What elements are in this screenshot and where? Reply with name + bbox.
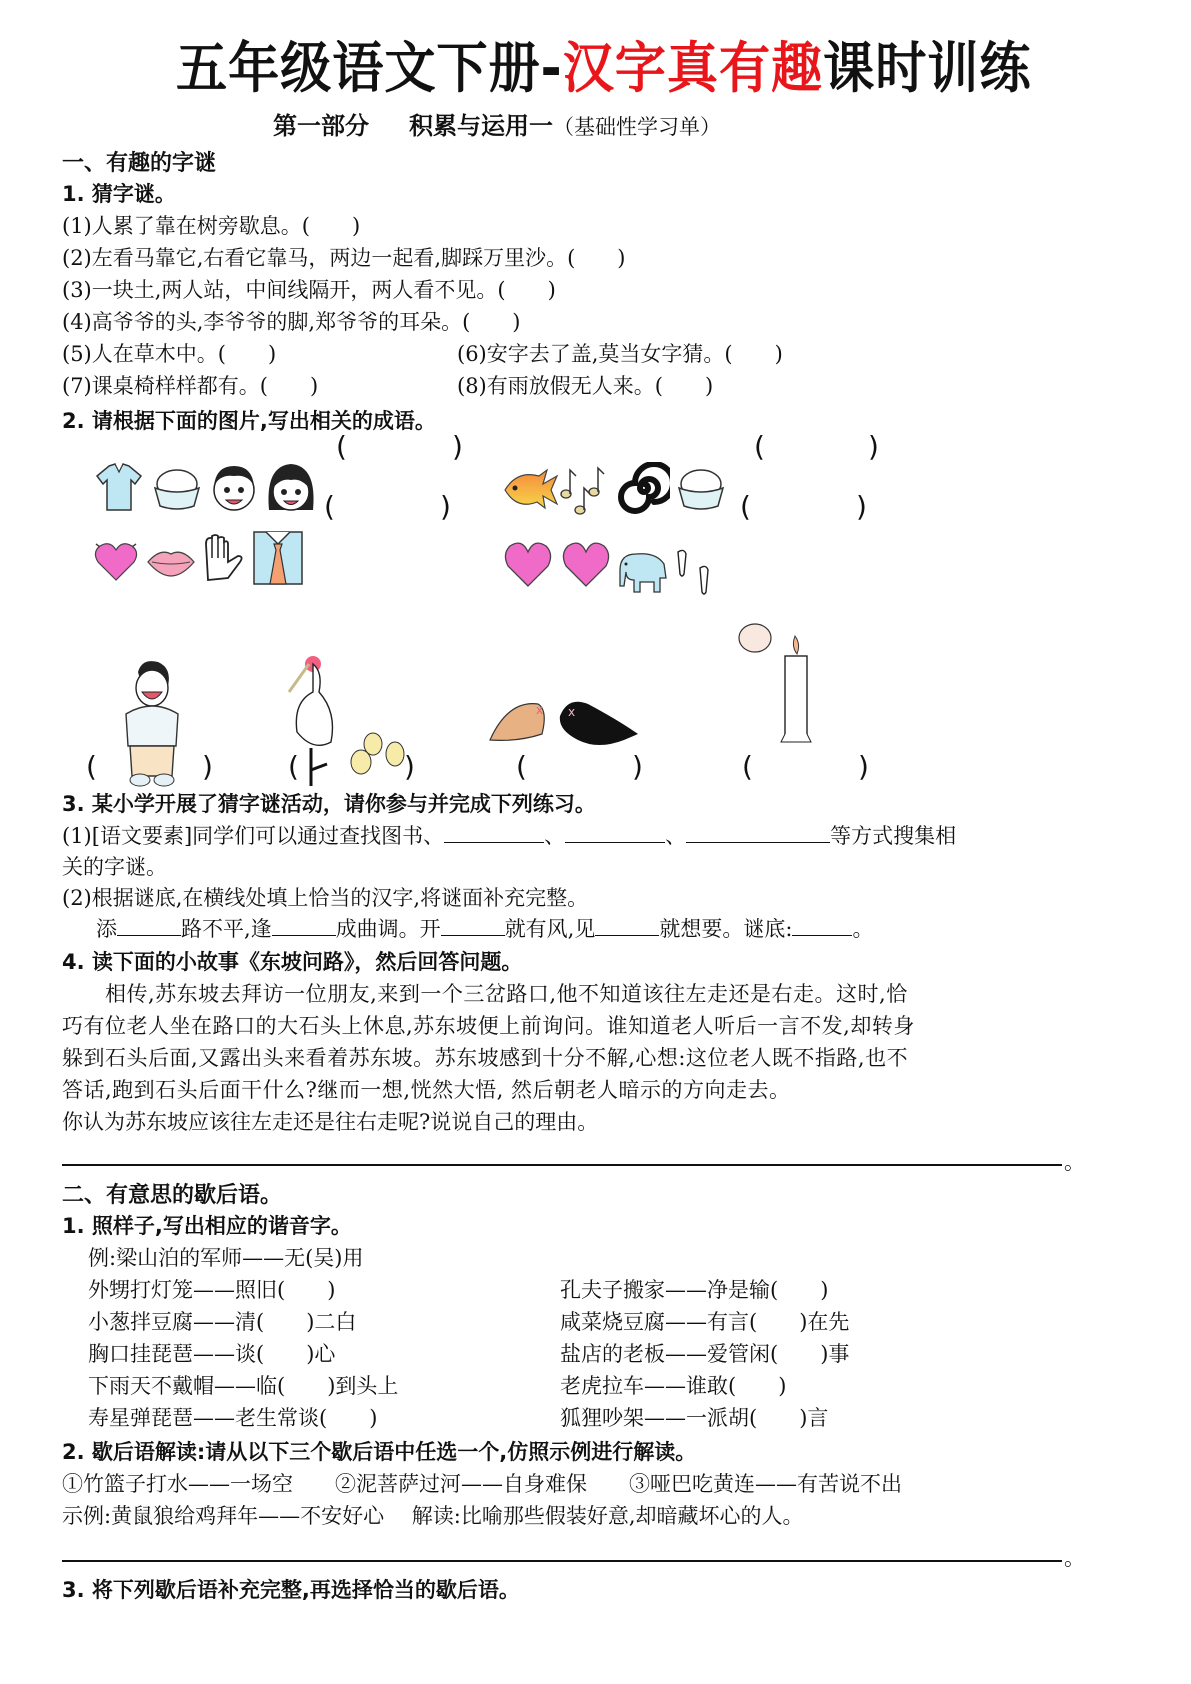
- xiehouyu-right-3: 盐店的老板——爱管闲( )事: [560, 1342, 850, 1366]
- q1-title: 1. 猜字谜。: [62, 182, 176, 206]
- scene-paren-open-1: (: [86, 750, 97, 783]
- xiehouyu-right-2: 咸菜烧豆腐——有言( )在先: [560, 1310, 850, 1334]
- rice-bowl-icon: [676, 466, 726, 516]
- shirt-tie-icon: [252, 530, 304, 590]
- fill-blank[interactable]: [441, 916, 505, 936]
- part-name: 积累与运用一: [409, 112, 553, 140]
- answer-paren-open-1: (: [336, 430, 347, 463]
- moth-to-candle-illustration: [735, 616, 815, 750]
- music-notes-icon: [560, 466, 610, 520]
- fill-blank[interactable]: [565, 823, 665, 843]
- lips-icon: [146, 546, 196, 582]
- answer-paren-open-4: (: [740, 490, 751, 523]
- scene-paren-open-4: (: [742, 750, 753, 783]
- xiehouyu-left-5: 寿星弹琵琶——老生常谈( ): [88, 1406, 378, 1430]
- riddle-text: 。: [852, 917, 874, 941]
- riddle-item-4: (4)高爷爷的头,李爷爷的脚,郑爷爷的耳朵。( ): [62, 310, 521, 334]
- story-line-4: 答话,跑到石头后面干什么?继而一想,恍然大悟, 然后朝老人暗示的方向走去。: [62, 1078, 791, 1102]
- xiehouyu-right-1: 孔夫子搬家——净是输( ): [560, 1278, 829, 1302]
- riddle-answer-blank[interactable]: [792, 916, 852, 936]
- q3-title: 3. 某小学开展了猜字谜活动，请你参与并完成下列练习。: [62, 792, 596, 816]
- heart-icon: [92, 540, 140, 586]
- crane-among-chickens-illustration: [283, 652, 413, 794]
- fish-icon: [503, 466, 559, 516]
- answer-paren-open-3: (: [324, 490, 335, 523]
- answer-paren-close-1: ): [452, 430, 463, 463]
- s2-q3-title: 3. 将下列歇后语补充完整,再选择恰当的歇后语。: [62, 1578, 520, 1602]
- fill-blank[interactable]: [117, 916, 181, 936]
- story-line-1: 相传,苏东坡去拜访一位朋友,来到一个三岔路口,他不知道该往左走还是右走。这时,恰: [62, 982, 908, 1006]
- title-prefix: 五年级语文下册-: [176, 36, 563, 100]
- riddle-fill-line: [96, 913, 873, 943]
- answer-end-mark: 。: [1064, 1150, 1085, 1174]
- q3-part2: (2)根据谜底,在横线处填上恰当的汉字,将谜面补充完整。: [62, 886, 589, 910]
- xiehouyu-right-4: 老虎拉车——谁敢( ): [560, 1374, 787, 1398]
- riddle-item-8: (8)有雨放假无人来。( ): [457, 374, 714, 398]
- riddle-text: 就想要。谜底:: [659, 917, 793, 941]
- xiehouyu-left-4: 下雨天不戴帽——临( )到头上: [88, 1374, 399, 1398]
- scene-paren-close-3: ): [632, 750, 643, 783]
- separator: 、: [665, 824, 687, 848]
- riddle-text: 成曲调。开: [335, 917, 441, 941]
- answer-paren-close-2: ): [868, 430, 879, 463]
- svg-text:x: x: [568, 705, 576, 719]
- rice-bowl-icon: [152, 466, 202, 516]
- q3-part1-text: (1)[语文要素]同学们可以通过查找图书、: [62, 824, 445, 848]
- girl-face-icon: [265, 460, 317, 520]
- answer-paren-close-4: ): [856, 490, 867, 523]
- footprints-icon: [674, 548, 716, 600]
- scene-paren-open-3: (: [516, 750, 527, 783]
- elephant-icon: [616, 550, 670, 598]
- heart-icon: [560, 540, 612, 592]
- xiehouyu-left-2: 小葱拌豆腐——清( )二白: [88, 1310, 357, 1334]
- section1-heading: 一、有趣的字谜: [62, 151, 217, 176]
- answer-line[interactable]: [62, 1164, 1062, 1166]
- riddle-item-3: (3)一块土,两人站，中间线隔开，两人看不见。( ): [62, 278, 556, 302]
- riddle-text: 添: [96, 917, 117, 941]
- xiehouyu-interpret-example: 示例:黄鼠狼给鸡拜年——不安好心 解读:比喻那些假装好意,却暗藏坏心的人。: [62, 1504, 804, 1528]
- story-line-3: 躲到石头后面,又露出头来看着苏东坡。苏东坡感到十分不解,心想:这位老人既不指路,也不: [62, 1046, 909, 1070]
- xiehouyu-example: 例:梁山泊的军师——无(吴)用: [88, 1246, 364, 1270]
- title-highlight: 汉字真有趣: [562, 36, 824, 100]
- xiehouyu-left-1: 外甥打灯笼——照旧( ): [88, 1278, 336, 1302]
- xiehouyu-right-5: 狐狸吵架——一派胡( )言: [560, 1406, 829, 1430]
- riddle-text: 路不平,逢: [181, 917, 272, 941]
- fill-blank[interactable]: [272, 916, 336, 936]
- scene-paren-close-1: ): [202, 750, 213, 783]
- riddle-text: 就有风,见: [504, 917, 596, 941]
- fill-blank[interactable]: [595, 916, 659, 936]
- fill-blank[interactable]: [686, 823, 830, 843]
- s2-q2-title: 2. 歇后语解读:请从以下三个歇后语中任选一个,仿照示例进行解读。: [62, 1440, 697, 1464]
- q2-title: 2. 请根据下面的图片,写出相关的成语。: [62, 409, 436, 433]
- story-line-2: 巧有位老人坐在路口的大石头上休息,苏东坡便上前询问。谁知道老人听后一言不发,却转身: [62, 1014, 915, 1038]
- answer-paren-close-3: ): [440, 490, 451, 523]
- hand-icon: [200, 534, 246, 588]
- xiehouyu-options: ①竹篮子打水——一场空 ②泥菩萨过河——自身难保 ③哑巴吃黄连——有苦说不出: [62, 1472, 902, 1496]
- part-subtitle: [273, 106, 721, 141]
- q4-question: 你认为苏东坡应该往左走还是往右走呢?说说自己的理由。: [62, 1110, 599, 1134]
- boy-face-icon: [208, 460, 260, 518]
- xiehouyu-left-3: 胸口挂琵琶——谈( )心: [88, 1342, 336, 1366]
- riddle-item-6: (6)安字去了盖,莫当女字猜。( ): [457, 342, 783, 366]
- q4-title: 4. 读下面的小故事《东坡问路》，然后回答问题。: [62, 950, 523, 974]
- scene-paren-close-2: ): [404, 750, 415, 783]
- answer-paren-open-2: (: [754, 430, 765, 463]
- riddle-item-1: (1)人累了靠在树旁歇息。( ): [62, 214, 361, 238]
- section2-heading: 二、有意思的歇后语。: [62, 1183, 283, 1208]
- s2-q1-title: 1. 照样子,写出相应的谐音字。: [62, 1214, 352, 1238]
- riddle-item-5: (5)人在草木中。( ): [62, 342, 277, 366]
- answer-end-mark: 。: [1064, 1546, 1085, 1570]
- shirt-icon: [95, 462, 143, 516]
- fill-blank[interactable]: [444, 823, 544, 843]
- q3-part1-cont: 关的字谜。: [62, 855, 167, 879]
- q3-part1: [62, 820, 956, 850]
- q3-part1-tail: 等方式搜集相: [830, 824, 957, 848]
- separator: 、: [544, 824, 566, 848]
- heart-icon: [502, 540, 554, 592]
- riddle-item-2: (2)左看马靠它,右看它靠马，两边一起看,脚踩万里沙。( ): [62, 246, 626, 270]
- answer-line[interactable]: [62, 1560, 1062, 1562]
- title-suffix: 课时训练: [823, 36, 1032, 100]
- scene-paren-open-2: (: [288, 750, 299, 783]
- scene-paren-close-4: ): [858, 750, 869, 783]
- svg-text:x: x: [536, 703, 544, 717]
- spiral-icon: [618, 462, 670, 518]
- page-title: [176, 24, 1031, 103]
- part-label: 第一部分: [273, 112, 369, 140]
- riddle-item-7: (7)课桌椅样样都有。( ): [62, 374, 319, 398]
- part-note: （基础性学习单）: [553, 115, 721, 139]
- laughing-man-illustration: [112, 658, 192, 792]
